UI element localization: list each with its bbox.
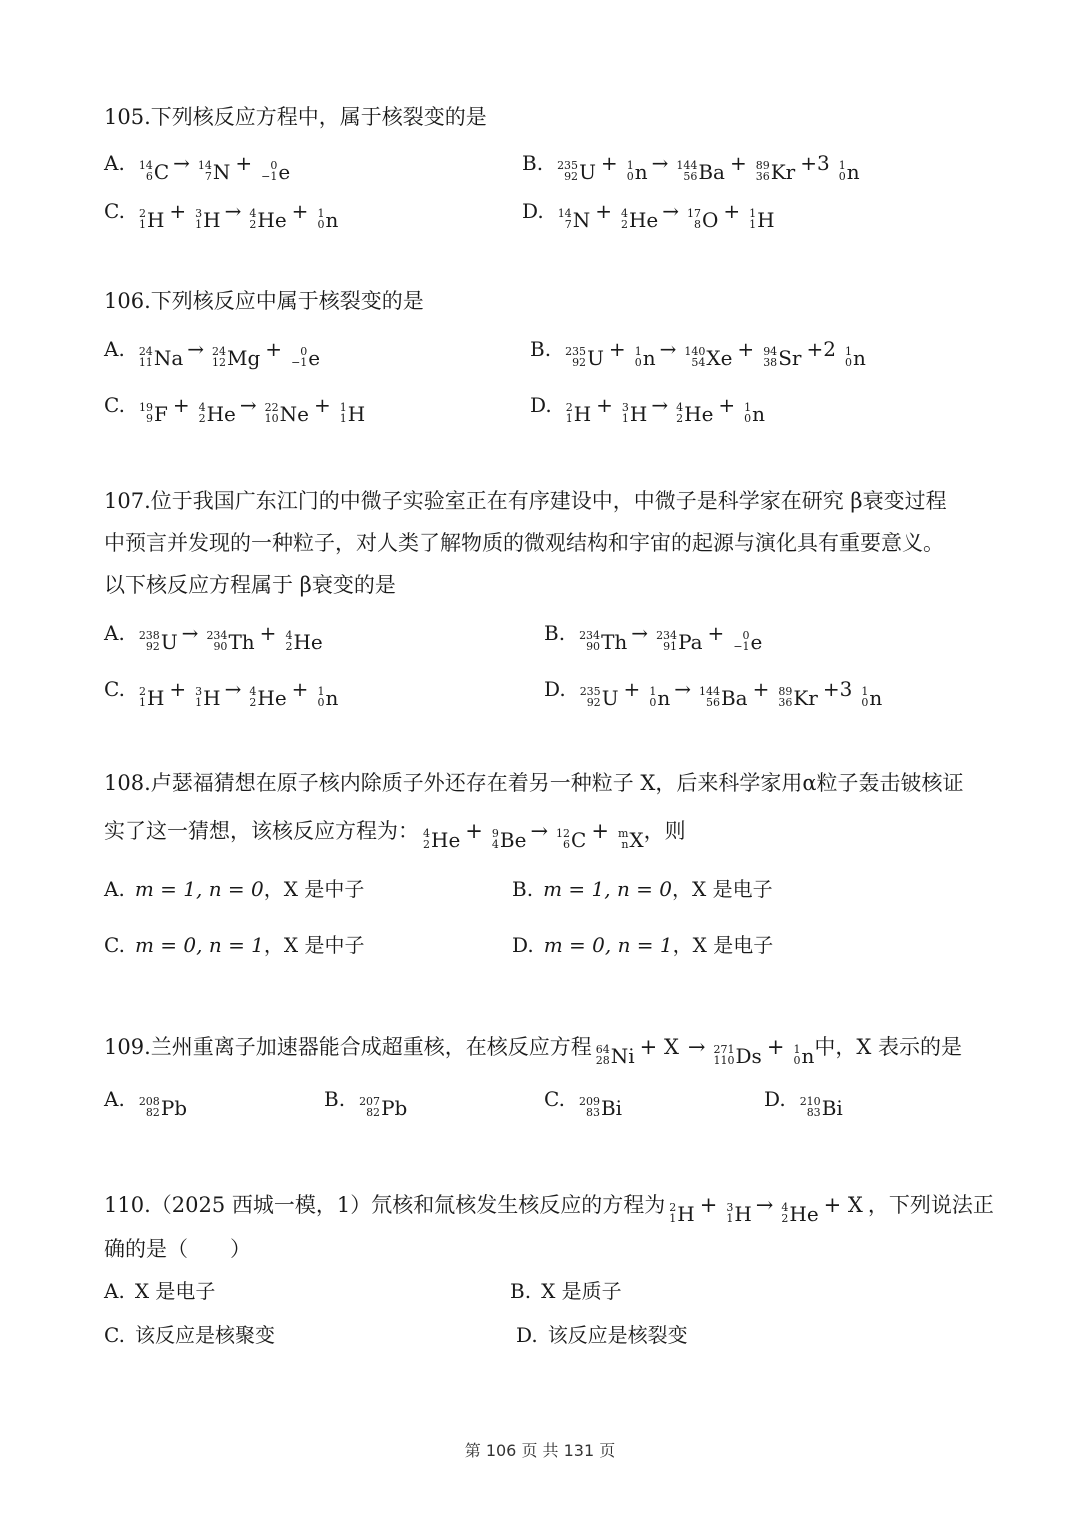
option-c: C. 19 9 F + 4 2 He → 22 10 Ne + 1 1 H: [104, 390, 365, 429]
arrow-symbol: →: [755, 1193, 774, 1217]
arrow-symbol: →: [173, 151, 190, 175]
operator: +: [737, 337, 755, 361]
nuclide: 238 92 U: [138, 629, 178, 654]
nuclide: 14 7 N: [557, 207, 591, 232]
operator: +: [465, 819, 483, 843]
nuclide: 3 1 H: [621, 401, 648, 426]
operator: +: [623, 677, 641, 701]
question-stem-line: 确的是（ ）: [104, 1237, 251, 1261]
nuclide: 0 −1 e: [733, 629, 763, 654]
nuclide: 1 0 n: [838, 159, 860, 184]
nuclide: 3 1 H: [195, 685, 221, 710]
nuclide: 9 4 Be: [491, 827, 527, 852]
operator: +: [291, 199, 309, 223]
nuclide: 4 2 He: [285, 629, 323, 654]
nuclide: 3 1 H: [726, 1201, 752, 1226]
nuclide: 4 2 He: [676, 401, 714, 426]
option-b: B. 235 92 U + 1 0 n → 140 54 Xe + 94 38 Sr +2 1 0 n: [530, 334, 866, 373]
nuclide: 144 56 Ba: [698, 685, 748, 710]
nuclide: 1 1 H: [749, 207, 775, 232]
option-a: A. 238 92 U → 234 90 Th + 4 2 He: [104, 618, 323, 657]
nuclide: 140 54 Xe: [684, 345, 733, 370]
nuclide: 3 1 H: [195, 207, 221, 232]
operator: + X: [639, 1035, 679, 1059]
question-stem: 105.下列核反应方程中，属于核裂变的是: [104, 105, 487, 129]
nuclide: 89 36 Kr: [755, 159, 796, 184]
nuclide: 24 12 Mg: [212, 345, 261, 370]
option-b: B. X 是质子: [510, 1279, 622, 1303]
nuclide: 0 −1 e: [291, 345, 321, 370]
operator: +: [169, 677, 187, 701]
option-d: D. 该反应是核裂变: [516, 1323, 688, 1347]
operator: +: [291, 677, 309, 701]
option-b: B. 234 90 Th → 234 91 Pa + 0 −1 e: [544, 618, 762, 657]
operator: +: [729, 151, 747, 175]
operator: +: [314, 393, 331, 417]
operator: +: [259, 621, 277, 645]
operator: +3: [822, 677, 853, 701]
operator: +: [235, 151, 253, 175]
nuclide: 4 2 He: [781, 1201, 819, 1226]
option-b: B. m = 1, n = 0，X 是电子: [512, 877, 773, 901]
nuclide: 4 2 He: [620, 207, 659, 232]
nuclide: 1 0 n: [626, 159, 648, 184]
nuclide: 144 56 Ba: [676, 159, 725, 184]
operator: +: [591, 819, 609, 843]
operator: +3: [800, 151, 830, 175]
question-stem-line: 109.兰州重离子加速器能合成超重核，在核反应方程 64 28 Ni + X → 271 110 Ds + 1 0 n 中，X 表示的是: [104, 1032, 962, 1071]
option-a: A. X 是电子: [104, 1279, 216, 1303]
operator: +: [600, 151, 618, 175]
nuclide: 209 83 Bi: [578, 1095, 623, 1120]
operator: +: [172, 393, 190, 417]
operator: +: [596, 393, 613, 417]
option-c: C. m = 0, n = 1，X 是中子: [104, 933, 365, 957]
arrow-symbol: →: [674, 677, 691, 701]
question-stem-line: 中预言并发现的一种粒子，对人类了解物质的微观结构和宇宙的起源与演化具有重要意义。: [104, 531, 944, 555]
nuclide: 2 1 H: [138, 685, 165, 710]
nuclide: 14 7 N: [197, 159, 231, 184]
nuclide: 89 36 Kr: [778, 685, 818, 710]
nuclide: 271 110 Ds: [713, 1043, 762, 1068]
nuclide: 12 6 C: [556, 827, 587, 852]
nuclide: 1 0 n: [634, 345, 656, 370]
nuclide: 14 6 C: [138, 159, 170, 184]
arrow-symbol: →: [530, 819, 549, 843]
option-b: B. 207 82 Pb: [324, 1084, 407, 1123]
page-number: 第 106 页 共 131 页: [464, 1441, 616, 1460]
question-stem: 106.下列核反应中属于核裂变的是: [104, 289, 424, 313]
arrow-symbol: →: [651, 151, 669, 175]
question-stem-line: 实了这一猜想，该核反应方程为： 4 2 He + 9 4 Be → 12 6 C + m n X ，则: [104, 816, 686, 855]
operator: +: [723, 199, 741, 223]
operator: +: [265, 337, 283, 361]
operator: +: [169, 199, 187, 223]
nuclide: 2 1 H: [565, 401, 592, 426]
nuclide: 0 −1 e: [261, 159, 291, 184]
nuclide: 1 0 n: [844, 345, 866, 370]
nuclide: 94 38 Sr: [763, 345, 802, 370]
arrow-symbol: →: [181, 621, 199, 645]
nuclide: 19 9 F: [138, 401, 168, 426]
arrow-symbol: →: [224, 199, 242, 223]
nuclide: 207 82 Pb: [359, 1095, 408, 1120]
option-c: C. 2 1 H + 3 1 H → 4 2 He + 1 0 n: [104, 196, 338, 235]
arrow-symbol: →: [687, 1035, 706, 1059]
nuclide: 1 0 n: [793, 1043, 815, 1068]
operator: +: [699, 1193, 718, 1217]
operator: +: [595, 199, 612, 223]
nuclide: 1 0 n: [744, 401, 766, 426]
operator: +: [608, 337, 626, 361]
option-d: D. 235 92 U + 1 0 n → 144 56 Ba + 89 36 Kr +3 1 0 n: [544, 674, 882, 713]
arrow-symbol: →: [631, 621, 649, 645]
nuclide: 210 83 Bi: [799, 1095, 843, 1120]
nuclide: m n X: [617, 827, 644, 852]
operator: +: [718, 393, 736, 417]
arrow-symbol: →: [662, 199, 679, 223]
option-d: D. 2 1 H + 3 1 H → 4 2 He + 1 0 n: [530, 390, 765, 429]
option-c: C. 2 1 H + 3 1 H → 4 2 He + 1 0 n: [104, 674, 338, 713]
question-stem-line: 110.（2025 西城一模，1）氘核和氚核发生核反应的方程为 2 1 H + 3 1 H → 4 2 He + X ，下列说法正: [104, 1190, 994, 1229]
nuclide: 2 1 H: [669, 1201, 695, 1226]
option-d: D. 210 83 Bi: [764, 1084, 843, 1123]
arrow-symbol: →: [239, 393, 257, 417]
option-b: B. 235 92 U + 1 0 n → 144 56 Ba + 89 36 Kr +3 1 0 n: [522, 148, 860, 187]
option-a: A. m = 1, n = 0，X 是中子: [104, 877, 365, 901]
nuclide: 1 1 H: [339, 401, 366, 426]
nuclide: 234 91 Pa: [656, 629, 703, 654]
nuclide: 4 2 He: [249, 685, 287, 710]
nuclide: 235 92 U: [565, 345, 604, 370]
nuclide: 235 92 U: [579, 685, 619, 710]
nuclide: 24 11 Na: [138, 345, 184, 370]
nuclide: 208 82 Pb: [138, 1095, 188, 1120]
option-c: C. 209 83 Bi: [544, 1084, 622, 1123]
nuclide: 234 90 Th: [206, 629, 255, 654]
operator: +: [766, 1035, 785, 1059]
nuclide: 64 28 Ni: [595, 1043, 635, 1068]
nuclide: 4 2 He: [423, 827, 461, 852]
operator: +2: [806, 337, 836, 361]
arrow-symbol: →: [651, 393, 669, 417]
option-a: A. 14 6 C → 14 7 N + 0 −1 e: [104, 148, 290, 187]
option-d: D. m = 0, n = 1，X 是电子: [512, 933, 774, 957]
option-d: D. 14 7 N + 4 2 He → 17 8 O + 1 1 H: [522, 196, 775, 235]
arrow-symbol: →: [659, 337, 677, 361]
nuclide: 4 2 He: [249, 207, 287, 232]
nuclide: 1 0 n: [317, 685, 339, 710]
nuclide: 1 0 n: [317, 207, 339, 232]
question-stem-line: 107.位于我国广东江门的中微子实验室正在有序建设中，中微子是科学家在研究 β衰变过程: [104, 489, 947, 513]
nuclide: 1 0 n: [649, 685, 671, 710]
nuclide: 17 8 O: [687, 207, 719, 232]
operator: +: [752, 677, 770, 701]
nuclide: 4 2 He: [198, 401, 236, 426]
nuclide: 234 90 Th: [579, 629, 628, 654]
operator: + X: [823, 1193, 863, 1217]
nuclide: 235 92 U: [557, 159, 596, 184]
nuclide: 2 1 H: [138, 207, 165, 232]
question-stem-line: 108.卢瑟福猜想在原子核内除质子外还存在着另一种粒子 X，后来科学家用α粒子轰击铍核证: [104, 771, 964, 795]
option-a: A. 208 82 Pb: [104, 1084, 187, 1123]
nuclide: 22 10 Ne: [264, 401, 309, 426]
arrow-symbol: →: [224, 677, 242, 701]
arrow-symbol: →: [187, 337, 205, 361]
nuclide: 1 0 n: [861, 685, 883, 710]
option-a: A. 24 11 Na → 24 12 Mg + 0 −1 e: [104, 334, 320, 373]
question-stem-line: 以下核反应方程属于 β衰变的是: [104, 573, 396, 597]
operator: +: [707, 621, 725, 645]
option-c: C. 该反应是核聚变: [104, 1323, 275, 1347]
